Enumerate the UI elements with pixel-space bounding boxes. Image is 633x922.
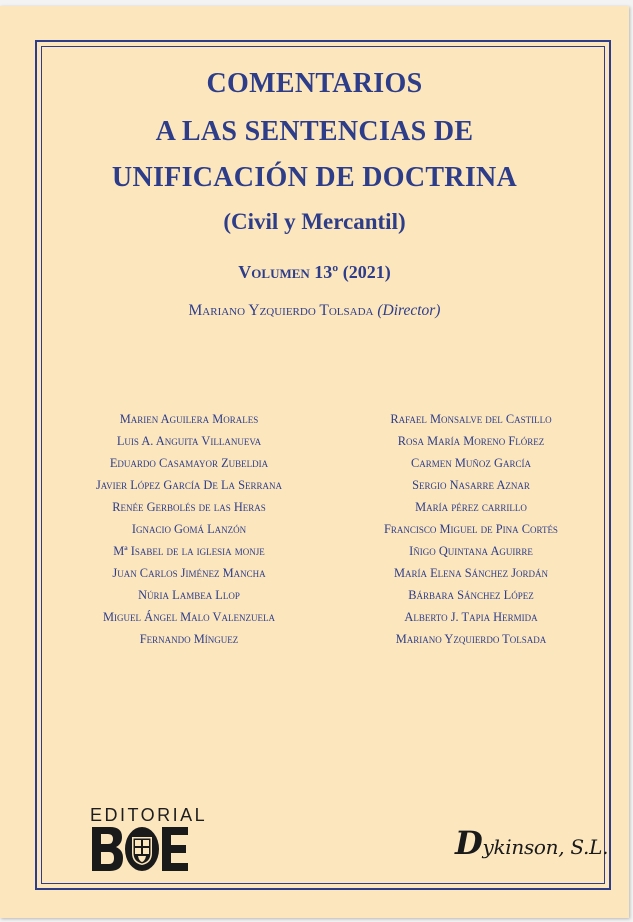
author-name: Luis A. Anguita Villanueva	[116, 434, 262, 448]
author-name: Carmen Muñoz García	[411, 456, 531, 470]
author-name: Javier López García De La Serrana	[95, 478, 283, 492]
boe-logo-letter-e	[162, 827, 188, 871]
author-name: Francisco Miguel de Pina Cortés	[384, 522, 558, 536]
subtitle: (Civil y Mercantil)	[223, 209, 406, 234]
author-name: Rafael Monsalve del Castillo	[390, 412, 552, 426]
author-name: María Elena Sánchez Jordán	[393, 566, 549, 580]
title-line-1: COMENTARIOS	[206, 68, 423, 99]
author-name: Juan Carlos Jiménez Mancha	[112, 566, 266, 580]
author-name: Alberto J. Tapia Hermida	[404, 610, 538, 624]
author-name: María pérez carrillo	[415, 500, 527, 514]
author-name: Mariano Yzquierdo Tolsada	[395, 632, 547, 646]
author-name: Iñigo Quintana Aguirre	[409, 544, 533, 558]
title-line-3: UNIFICACIÓN DE DOCTRINA	[111, 162, 518, 193]
author-name: Mª Isabel de la iglesia monje	[113, 544, 265, 558]
dykinson-initial: D	[455, 824, 483, 862]
boe-logo-letter-b	[92, 827, 123, 871]
author-name: Bárbara Sánchez López	[408, 588, 534, 602]
author-name: Núria Lambea Llop	[138, 588, 240, 602]
author-name: Renée Gerbolés de las Heras	[112, 500, 266, 514]
author-name: Ignacio Gomá Lanzón	[131, 522, 247, 536]
author-name: Rosa María Moreno Flórez	[397, 434, 545, 448]
author-name: Sergio Nasarre Aznar	[412, 478, 530, 492]
dykinson-rest: ykinson, S.L.	[482, 835, 609, 859]
authors-left-column	[55, 408, 323, 650]
author-name: Marien Aguilera Morales	[119, 412, 259, 426]
author-name: Miguel Ángel Malo Valenzuela	[103, 610, 275, 624]
book-cover	[0, 6, 629, 918]
director-name: Mariano Yzquierdo Tolsada	[188, 302, 374, 319]
author-name: Eduardo Casamayor Zubeldia	[109, 456, 269, 470]
title-line-2: A LAS SENTENCIAS DE	[155, 116, 474, 147]
editorial-label: EDITORIAL	[90, 805, 208, 825]
author-name: Fernando Mínguez	[139, 632, 239, 646]
director-line	[0, 302, 629, 320]
volume-label: Volumen 13º (2021)	[238, 262, 391, 282]
director-role: (Director)	[377, 302, 441, 319]
authors-right-column	[338, 408, 604, 650]
dykinson-logo	[455, 824, 608, 862]
boe-logo	[92, 827, 190, 871]
